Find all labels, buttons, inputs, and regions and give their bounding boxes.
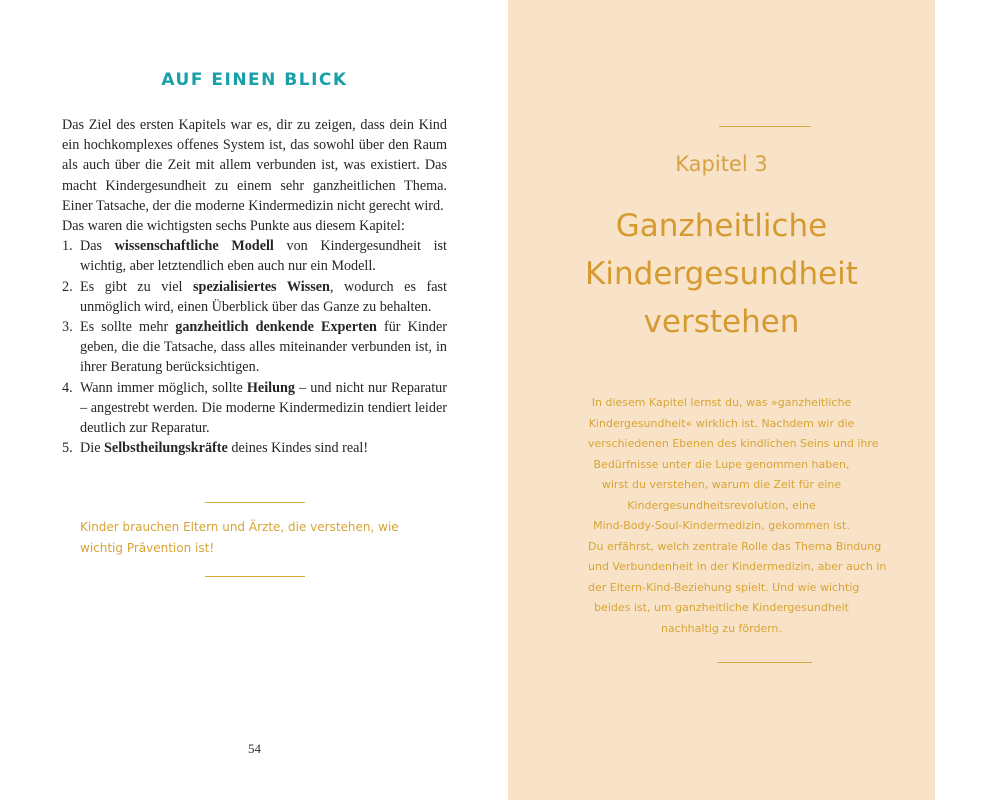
pull-quote: Kinder brauchen Eltern und Ärzte, die verstehen, wie wichtig Prävention ist! bbox=[80, 520, 399, 555]
chapter-rule-bottom bbox=[717, 662, 812, 663]
key-term: ganzheitlich denkende Experten bbox=[175, 319, 377, 336]
section-heading: AUF EINEN BLICK bbox=[161, 70, 348, 90]
chapter-title bbox=[500, 202, 943, 346]
list-item: 3. Es sollte mehr ganzheitlich denkende Experten für Kinder geben, die die Tatsache, dass alles miteinander verbunden ist, in ihrer Beratung berücksichtigen. bbox=[62, 317, 447, 378]
page-number: 54 bbox=[248, 741, 261, 756]
key-term: spezialisiertes Wissen bbox=[193, 278, 330, 295]
list-lead: Das waren die wichtigsten sechs Punkte aus diesem Kapitel: bbox=[62, 218, 405, 235]
list-number: 2. bbox=[62, 278, 73, 295]
list-item: 2. Es gibt zu viel spezialisiertes Wissen, wodurch es fast unmöglich wird, einen Überblick über das Ganze zu behalten. bbox=[62, 277, 447, 317]
summary-body bbox=[62, 115, 447, 458]
title-line: verstehen bbox=[643, 304, 800, 340]
page-margin bbox=[935, 0, 1000, 800]
description-line: Kindergesundheitsrevolution, eine bbox=[627, 498, 816, 512]
title-line: Ganzheitliche bbox=[615, 208, 828, 244]
key-term: Heilung bbox=[246, 379, 295, 396]
quote-rule-top bbox=[205, 502, 305, 503]
description-line: nachhaltig zu fördern. bbox=[660, 621, 783, 635]
list-number: 5. bbox=[62, 440, 73, 457]
list-number: 3. bbox=[62, 319, 73, 336]
intro-paragraph: Das Ziel des ersten Kapitels war es, dir zu zeigen, dass dein Kind ein hochkomplexes offenes System ist, das sowohl über den Raum als auch über die Zeit mit allem verbunden ist, was existiert. Das macht Kindergesundheit zu einem sehr ganzheitlichen Thema. Einer Tatsache, der die moderne Kindermedizin nicht gerecht wird. bbox=[62, 117, 447, 214]
list-item: 4. Wann immer möglich, sollte Heilung – und nicht nur Reparatur – angestrebt werden. Die moderne Kindermedizin tendiert leider deutlich zur Reparatur. bbox=[62, 378, 447, 439]
key-term: Selbstheilungskräfte bbox=[104, 440, 228, 457]
description-line: Mind-Body-Soul-Kindermedizin, gekommen ist. bbox=[593, 519, 850, 532]
description-line: Du erfährst, welch zentrale Rolle das Thema Bindung bbox=[588, 539, 882, 553]
right-page bbox=[508, 0, 935, 800]
description-line: verschiedenen Ebenen des kindlichen Seins und ihre bbox=[588, 437, 879, 450]
description-line: Bedürfnisse unter die Lupe genommen haben, bbox=[593, 457, 850, 471]
title-line: Kindergesundheit bbox=[585, 256, 858, 292]
chapter-label: Kapitel 3 bbox=[675, 152, 768, 176]
list-item: 5. Die Selbstheilungskräfte deines Kindes sind real! bbox=[62, 438, 447, 458]
description-line: der Eltern-Kind-Beziehung spielt. Und wie wichtig bbox=[588, 580, 860, 594]
description-line: Kindergesundheit« wirklich ist. Nachdem wir die bbox=[588, 416, 855, 430]
description-line: In diesem Kapitel lernst du, was »ganzheitliche bbox=[591, 396, 852, 409]
chapter-rule-top bbox=[719, 126, 811, 127]
list-number: 4. bbox=[62, 379, 73, 396]
key-term: wissenschaftliche Modell bbox=[114, 238, 274, 255]
key-points-list bbox=[62, 236, 447, 458]
list-item: 1. Das wissenschaftliche Modell von Kindergesundheit ist wichtig, aber letztendlich eben auch nur ein Modell. bbox=[62, 236, 447, 276]
quote-rule-bottom bbox=[205, 576, 305, 577]
description-line: beides ist, um ganzheitliche Kindergesundheit bbox=[594, 601, 849, 614]
list-number: 1. bbox=[62, 238, 73, 255]
description-line: wirst du verstehen, warum die Zeit für eine bbox=[601, 478, 842, 491]
description-line: und Verbundenheit in der Kindermedizin, aber auch in bbox=[588, 560, 887, 573]
chapter-description bbox=[588, 393, 887, 639]
